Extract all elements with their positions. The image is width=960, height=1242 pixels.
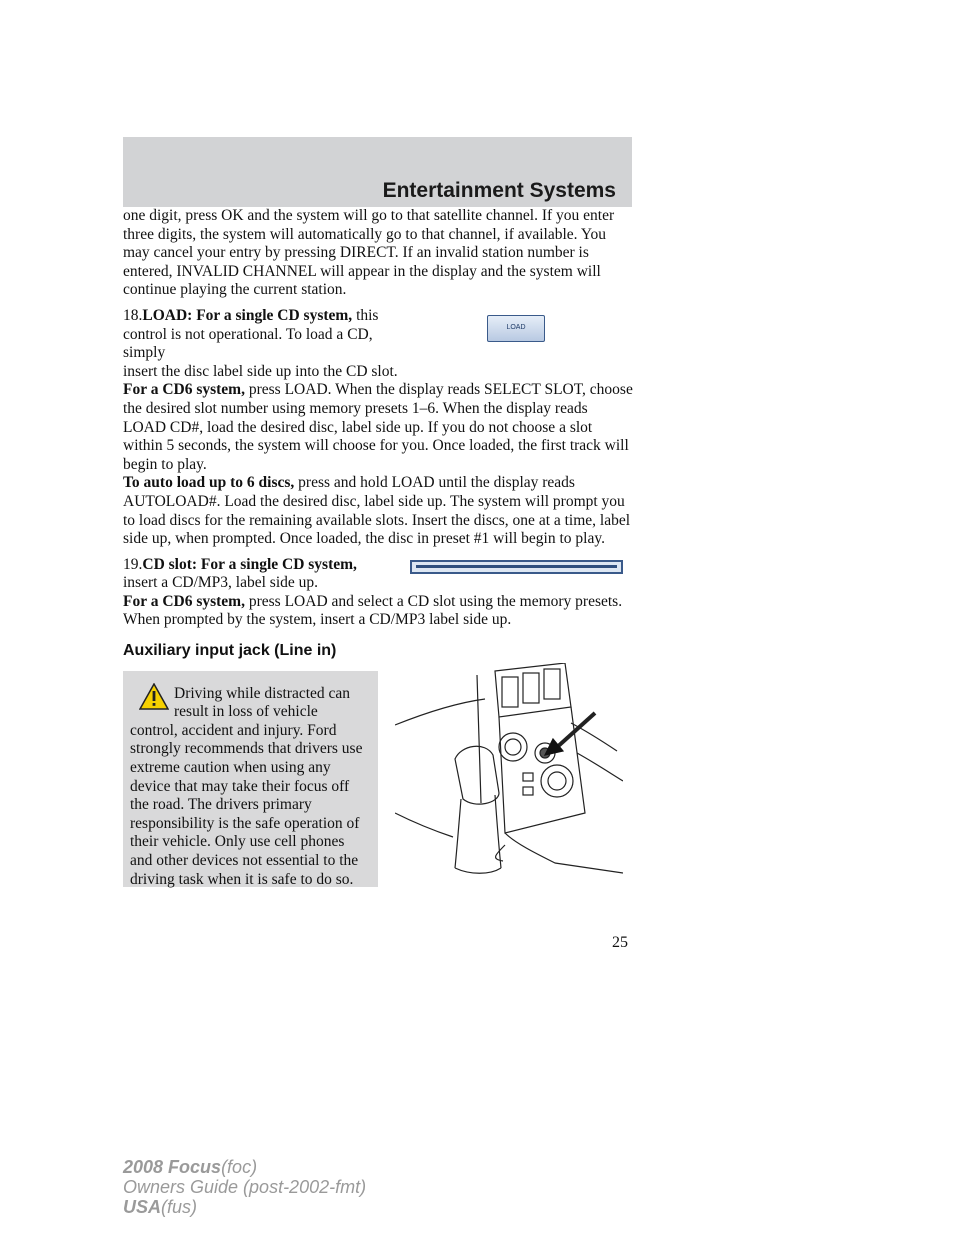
item-18-autoload: To auto load up to 6 discs, press and hold LOAD until the display reads AUTOLOAD#. Load the desired disc, label side up. The system will prompt you to load discs for the remaining available slots. Insert the discs, one at a time, label side up, when prompted. Once loaded, the disc in preset #1 will begin to play.	[123, 474, 631, 548]
auxiliary-jack-location-illustration	[395, 663, 623, 883]
page-content	[123, 207, 633, 887]
item-18-continuation: insert the disc label side up into the CD slot.	[123, 362, 398, 380]
item-number: 19.	[123, 555, 143, 573]
load-button-label: LOAD	[506, 324, 526, 332]
cd-slot-illustration	[410, 560, 623, 574]
item-18	[123, 307, 633, 363]
warning-triangle-icon	[139, 683, 169, 710]
footer: 2008 Focus(foc) Owners Guide (post-2002-fmt) USA(fus)	[123, 1157, 367, 1217]
page-number: 25	[612, 934, 628, 951]
aux-section	[123, 671, 633, 887]
item-text: insert a CD/MP3, label side up.	[123, 574, 319, 592]
item-lead: CD slot: For a single CD system,	[142, 555, 357, 573]
intro-paragraph: one digit, press OK and the system will go to that satellite channel. If you enter three digits, the system will automatically go to that channel, if available. You may cancel your entry by pressing DIRECT. If an invalid station number is entered, INVALID CHANNEL will appear in the display and the system will continue playing the current station.	[123, 207, 615, 299]
warning-text-first: Driving while distracted can result in loss of vehicle	[174, 684, 351, 721]
item-19	[123, 556, 633, 593]
item-number: 18.	[123, 306, 143, 324]
section-header	[123, 137, 632, 207]
item-18-cd6: For a CD6 system, press LOAD. When the display reads SELECT SLOT, choose the desired slot number using memory presets 1–6. When the display reads LOAD CD#, load the desired disc, label side up. If you do not choose a slot within 5 seconds, the system will choose for you. Once loaded, the first track will begin to play.	[123, 381, 633, 473]
warning-box	[123, 671, 378, 887]
item-lead: LOAD: For a single CD system,	[142, 306, 353, 324]
item-19-cd6: For a CD6 system, press LOAD and select a CD slot using the memory presets. When prompted by the system, insert a CD/MP3 label side up.	[123, 592, 623, 629]
load-button-illustration	[487, 315, 545, 342]
item-text: this control is not operational. To load a CD, simply	[123, 306, 379, 362]
warning-text-rest: control, accident and injury. Ford strongly recommends that drivers use extreme caution when using any device that may take their focus off the road. The drivers primary responsibility is the safe operation of their vehicle. Only use cell phones and other devices not essential to the driving task when it is safe to do so.	[130, 721, 363, 888]
aux-heading: Auxiliary input jack (Line in)	[123, 642, 337, 660]
section-title: Entertainment Systems	[382, 179, 616, 202]
